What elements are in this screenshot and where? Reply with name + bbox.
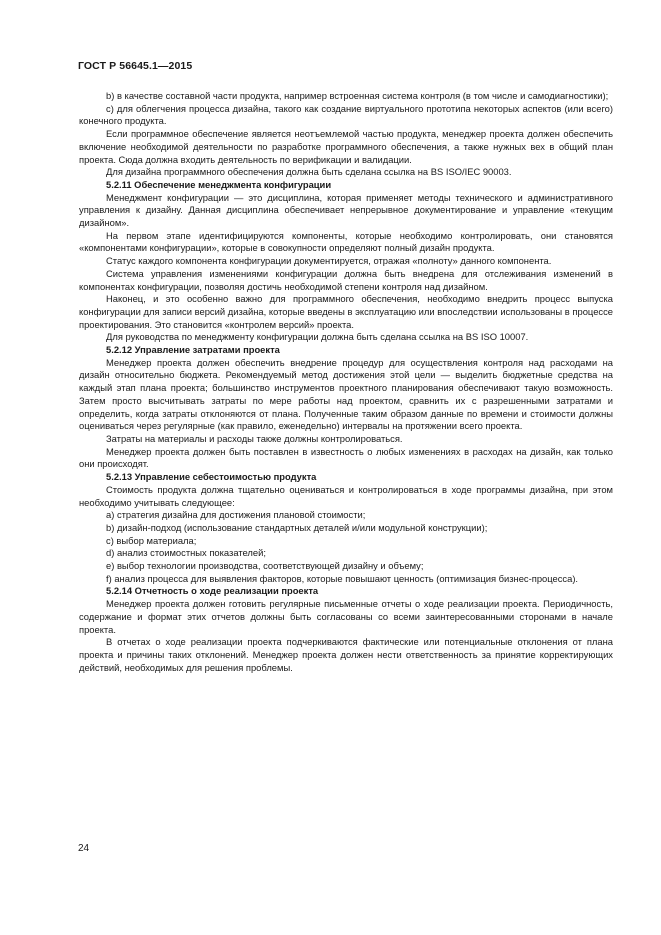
paragraph: Менеджер проекта должен быть поставлен в известность о любых изменениях в расходах на дизайн, как только они происходят. [79, 445, 613, 470]
paragraph: Если программное обеспечение является неотъемлемой частью продукта, менеджер проекта должен обеспечить включение необходимой деятельности по разработке программного обеспечения, а также нужных вех в общий план проекта. Сюда должна входить деятельность по верификации и валидации. [79, 128, 613, 165]
paragraph: e) выбор технологии производства, соответствующей дизайну и объему; [106, 560, 424, 572]
paragraph: b) дизайн-подход (использование стандартных деталей и/или модульной конструкции); [106, 521, 488, 533]
paragraph: Наконец, и это особенно важно для программного обеспечения, необходимо внедрить процесс выпуска конфигурации для записи версий дизайна, которые введены в эксплуатацию или впоследствии использованы в процессе проектирования. Это становится «контролем версий» проекта. [79, 293, 613, 330]
paragraph: Статус каждого компонента конфигурации документируется, отражая «полноту» данного компонента. [106, 255, 552, 267]
paragraph: c) выбор материала; [106, 534, 197, 546]
paragraph: Менеджер проекта должен готовить регулярные письменные отчеты о ходе реализации проекта. Периодичность, содержание и формат этих отчетов должны быть согласованы со всеми заинтересованными сторонами в начале проекта. [79, 598, 613, 635]
paragraph: b) в качестве составной части продукта, например встроенная система контроля (в том числе и самодиагностики); [106, 90, 609, 101]
document-body [79, 90, 613, 674]
page-number: 24 [78, 843, 90, 854]
section-heading: 5.2.12 Управление затратами проекта [106, 344, 280, 356]
paragraph: Для руководства по менеджменту конфигурации должна быть сделана ссылка на BS ISO 10007. [106, 331, 529, 343]
section-heading: 5.2.11 Обеспечение менеджмента конфигурации [106, 178, 332, 190]
standard-header: ГОСТ Р 56645.1—2015 [78, 60, 193, 72]
section-heading: 5.2.13 Управление себестоимостью продукта [106, 471, 317, 483]
paragraph: Менеджер проекта должен обеспечить внедрение процедур для осуществления контроля над расходами на дизайн относительно бюджета. Рекомендуемый метод достижения этой цели — выделить бюджетные средства на каждый этап плана проекта; большинство инструментов проектного планирования обеспечивают такую возможность. Затем просто высчитывать затраты по мере работы над проектом, сравнить их с разрешенными затратами и определить, когда затраты отклоняются от плана. Полученные таким образом данные по времени и стоимости должны оцениваться через регулярные (как правило, еженедельно) интервалы на протяжении всего проекта. [79, 356, 613, 432]
paragraph: Затраты на материалы и расходы также должны контролироваться. [106, 432, 403, 444]
paragraph: На первом этапе идентифицируются компоненты, которые необходимо контролировать, они становятся «компонентами конфигурации», которые в совокупности определяют полный дизайн продукта. [79, 229, 613, 254]
paragraph: Менеджмент конфигурации — это дисциплина, которая применяет методы технического и административного управления к дизайну. Данная дисциплина обеспечивает непрерывное документирование и управление «текущим дизайном». [79, 191, 613, 229]
paragraph: Для дизайна программного обеспечения должна быть сделана ссылка на BS ISO/IEC 90003. [106, 166, 512, 178]
paragraph: Стоимость продукта должна тщательно оцениваться и контролироваться в ходе программы дизайна, при этом необходимо учитывать следующее: [79, 483, 613, 508]
section-heading: 5.2.14 Отчетность о ходе реализации проекта [106, 585, 319, 597]
paragraph: Система управления изменениями конфигурации должна быть внедрена для отслеживания изменений в компонентах конфигурации, позволяя достичь необходимой степени контроля над дизайном. [79, 267, 613, 292]
paragraph: a) стратегия дизайна для достижения плановой стоимости; [106, 509, 366, 521]
paragraph: f) анализ процесса для выявления факторов, которые повышают ценность (оптимизация бизнес-процесса). [106, 572, 579, 584]
paragraph: d) анализ стоимостных показателей; [106, 547, 266, 559]
paragraph: c) для облегчения процесса дизайна, такого как создание виртуального прототипа некоторых аспектов (или всего) конечного продукта. [79, 102, 613, 127]
paragraph: В отчетах о ходе реализации проекта подчеркиваются фактические или потенциальные отклонения от плана проекта и причины таких отклонений. Менеджер проекта должен нести ответственность за принятие корректирующих действий, необходимых для решения проблемы. [79, 636, 613, 673]
